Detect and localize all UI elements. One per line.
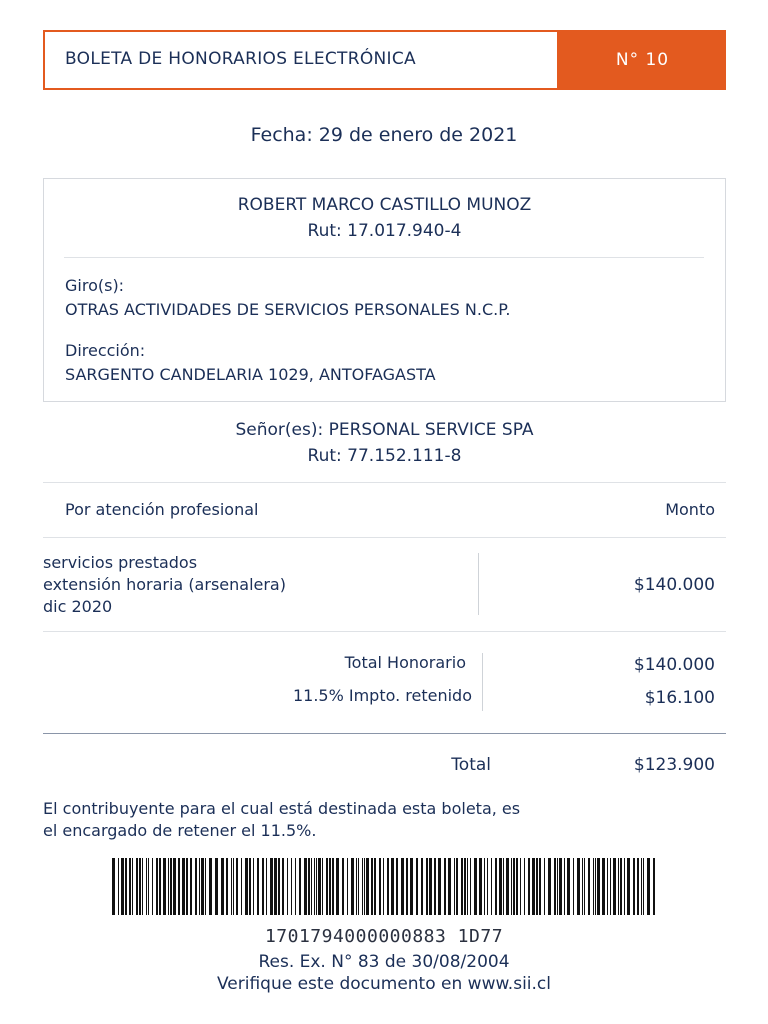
item-line-1: servicios prestados — [43, 553, 198, 572]
barcode-bar — [236, 858, 238, 915]
barcode-bar — [627, 858, 630, 915]
barcode-bar — [602, 858, 605, 915]
barcode-bar — [524, 858, 525, 915]
item-line-3: dic 2020 — [43, 597, 113, 616]
giro-label: Giro(s): — [65, 276, 125, 295]
table-header-divider — [43, 537, 726, 538]
issuer-divider — [64, 257, 704, 258]
total-value: $123.900 — [633, 755, 715, 775]
issuer-name: ROBERT MARCO CASTILLO MUNOZ — [237, 195, 532, 215]
barcode-bar — [262, 858, 264, 915]
retention-note-line-2: el encargado de retener el 11.5%. — [43, 821, 317, 840]
barcode-bar — [618, 858, 619, 915]
barcode-bar — [557, 858, 558, 915]
barcode-bar — [215, 858, 218, 915]
barcode-bar — [474, 858, 477, 915]
barcode-bar — [391, 858, 394, 915]
client-name: Señor(es): PERSONAL SERVICE SPA — [235, 420, 534, 440]
barcode-bar — [257, 858, 259, 915]
barcode-bar — [429, 858, 432, 915]
barcode-bar — [387, 858, 389, 915]
item-line-2: extensión horaria (arsenalera) — [43, 575, 286, 594]
barcode-bar — [593, 858, 594, 915]
barcode-bar — [371, 858, 373, 915]
barcode-bar — [129, 858, 131, 915]
barcode-bar — [266, 858, 267, 915]
item-column-divider — [478, 553, 479, 615]
barcode-bar — [329, 858, 331, 915]
client-rut: Rut: 77.152.111-8 — [307, 446, 462, 466]
barcode-bar — [506, 858, 509, 915]
barcode-bar — [364, 858, 365, 915]
document-title: BOLETA DE HONORARIOS ELECTRÓNICA — [65, 49, 416, 69]
address-value: SARGENTO CANDELARIA 1029, ANTOFAGASTA — [65, 365, 436, 384]
barcode-bar — [653, 858, 655, 915]
address-label: Dirección: — [65, 341, 146, 360]
barcode-bar — [421, 858, 423, 915]
barcode-bar — [156, 858, 158, 915]
barcode-bar — [311, 858, 312, 915]
barcode-bar — [434, 858, 436, 915]
barcode-bar — [647, 858, 650, 915]
barcode-bar — [643, 858, 644, 915]
barcode-bar — [559, 858, 562, 915]
barcode-bar — [347, 858, 348, 915]
barcode-bar — [249, 858, 251, 915]
barcode-bar — [299, 858, 301, 915]
barcode-bar — [195, 858, 197, 915]
barcode-bar — [624, 858, 625, 915]
barcode-bar — [637, 858, 639, 915]
retenido-label: 11.5% Impto. retenido — [292, 686, 472, 705]
barcode-bar — [245, 858, 248, 915]
barcode-bar — [633, 858, 635, 915]
barcode-bar — [125, 858, 127, 915]
total-label: Total — [451, 755, 491, 775]
barcode-bar — [467, 858, 468, 915]
barcode-bar — [316, 858, 317, 915]
barcode-bar — [152, 858, 153, 915]
barcode-bar — [582, 858, 583, 915]
barcode-bar — [588, 858, 590, 915]
barcode-bar — [383, 858, 384, 915]
barcode-bar — [332, 858, 334, 915]
barcode-bar — [610, 858, 611, 915]
barcode-bar — [396, 858, 398, 915]
giro-value: OTRAS ACTIVIDADES DE SERVICIOS PERSONALES N.C.P. — [65, 300, 511, 319]
concept-column-header: Por atención profesional — [65, 500, 259, 519]
barcode-bar — [495, 858, 497, 915]
barcode-bar — [379, 858, 381, 915]
barcode-bar — [148, 858, 149, 915]
barcode-bar — [182, 858, 185, 915]
barcode-bar — [511, 858, 512, 915]
barcode-bar — [221, 858, 224, 915]
barcode-bar — [620, 858, 622, 915]
barcode-bar — [278, 858, 280, 915]
verify-text: Verifique este documento en www.sii.cl — [216, 974, 551, 994]
barcode-bar — [253, 858, 254, 915]
barcode-bar — [536, 858, 538, 915]
barcode-bar — [503, 858, 504, 915]
barcode-bar — [282, 858, 284, 915]
barcode-bar — [186, 858, 188, 915]
barcode-bar — [170, 858, 172, 915]
barcode-bar — [374, 858, 376, 915]
barcode-bar — [573, 858, 574, 915]
barcode-bar — [190, 858, 192, 915]
barcode-bar — [142, 858, 143, 915]
barcode-bar — [146, 858, 147, 915]
barcode-bar — [401, 858, 404, 915]
barcode-bar — [516, 858, 518, 915]
barcode-bar — [358, 858, 359, 915]
barcode-bar — [201, 858, 204, 915]
barcode-bar — [132, 858, 133, 915]
total-honorario-label: Total Honorario — [344, 653, 466, 672]
barcode-bar — [308, 858, 310, 915]
barcode-bar — [532, 858, 535, 915]
barcode-bar — [136, 858, 138, 915]
barcode-bar — [241, 858, 242, 915]
barcode-bar — [121, 858, 124, 915]
barcode-bar — [577, 858, 580, 915]
barcode-bar — [173, 858, 176, 915]
barcode-bar — [139, 858, 141, 915]
barcode-bar — [318, 858, 321, 915]
barcode-bar — [491, 858, 492, 915]
barcode-bar — [291, 858, 292, 915]
barcode-number: 1701794000000883 1D77 — [264, 926, 504, 947]
barcode-bar — [112, 858, 115, 915]
barcode-bar — [513, 858, 515, 915]
barcode-bar — [159, 858, 161, 915]
barcode-bar — [304, 858, 307, 915]
total-divider — [43, 733, 726, 734]
barcode-bar — [438, 858, 441, 915]
item-divider — [43, 631, 726, 632]
barcode-bar — [597, 858, 600, 915]
barcode-bar — [118, 858, 119, 915]
barcode-bar — [362, 858, 363, 915]
retention-note-line-1: El contribuyente para el cual está destinada esta boleta, es — [43, 799, 521, 818]
resolution-text: Res. Ex. N° 83 de 30/08/2004 — [258, 952, 510, 972]
barcode-bar — [464, 858, 466, 915]
barcode-bar — [178, 858, 180, 915]
barcode-bar — [499, 858, 502, 915]
amount-column-header: Monto — [665, 500, 715, 519]
barcode-bar — [233, 858, 234, 915]
barcode-bar — [484, 858, 485, 915]
barcode-bar — [461, 858, 463, 915]
document-number: N° 10 — [559, 30, 726, 90]
barcode-bar — [487, 858, 488, 915]
barcode-bar — [314, 858, 315, 915]
retenido-value: $16.100 — [644, 688, 715, 708]
barcode-bar — [287, 858, 288, 915]
barcode-bar — [444, 858, 446, 915]
barcode-bar — [226, 858, 228, 915]
barcode-bar — [456, 858, 458, 915]
barcode-bar — [270, 858, 273, 915]
barcode-bar — [199, 858, 200, 915]
barcode-bar — [322, 858, 323, 915]
barcode-bar — [548, 858, 551, 915]
barcode — [112, 858, 656, 915]
barcode-bar — [539, 858, 541, 915]
barcode-bar — [274, 858, 277, 915]
barcode-bar — [295, 858, 296, 915]
issuer-rut: Rut: 17.017.940-4 — [307, 221, 462, 241]
barcode-bar — [168, 858, 169, 915]
table-top-divider — [43, 482, 726, 483]
barcode-bar — [554, 858, 556, 915]
totals-column-divider — [482, 653, 483, 711]
barcode-bar — [426, 858, 428, 915]
barcode-bar — [163, 858, 166, 915]
barcode-bar — [448, 858, 451, 915]
barcode-bar — [366, 858, 369, 915]
barcode-bar — [607, 858, 608, 915]
barcode-bar — [351, 858, 354, 915]
barcode-bar — [416, 858, 418, 915]
barcode-bar — [205, 858, 206, 915]
barcode-bar — [410, 858, 413, 915]
barcode-bar — [479, 858, 482, 915]
barcode-bar — [520, 858, 521, 915]
issue-date: Fecha: 29 de enero de 2021 — [250, 124, 518, 146]
barcode-bar — [326, 858, 328, 915]
item-amount: $140.000 — [633, 575, 715, 595]
barcode-bar — [641, 858, 642, 915]
barcode-bar — [336, 858, 339, 915]
barcode-bar — [454, 858, 455, 915]
barcode-bar — [342, 858, 344, 915]
barcode-bar — [595, 858, 596, 915]
barcode-bar — [584, 858, 585, 915]
barcode-bar — [470, 858, 471, 915]
barcode-bar — [356, 858, 357, 915]
barcode-bar — [528, 858, 530, 915]
barcode-bar — [231, 858, 232, 915]
total-honorario-value: $140.000 — [633, 655, 715, 675]
barcode-bar — [406, 858, 408, 915]
barcode-bar — [613, 858, 616, 915]
barcode-bar — [564, 858, 565, 915]
barcode-bar — [567, 858, 570, 915]
barcode-bar — [209, 858, 212, 915]
barcode-bar — [544, 858, 545, 915]
